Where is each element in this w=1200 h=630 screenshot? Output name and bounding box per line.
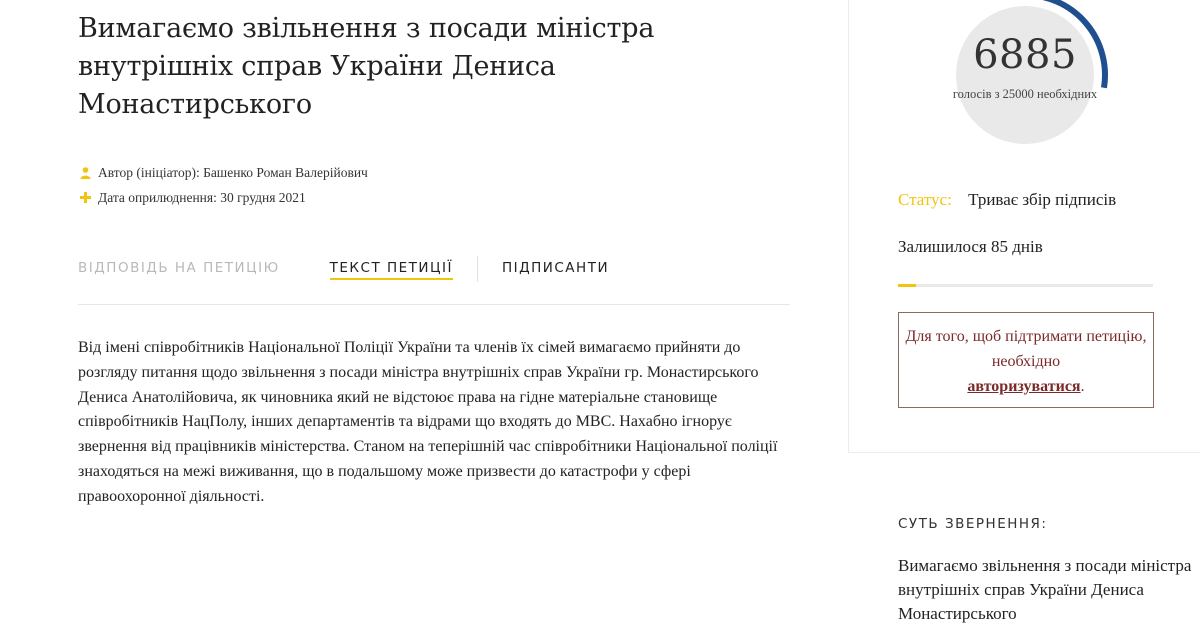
sidebar-divider-horizontal [848, 452, 1200, 453]
tab-divider [477, 256, 478, 282]
time-progress-fill [898, 284, 916, 287]
login-link[interactable]: авторизуватися [967, 378, 1081, 395]
tab-answer[interactable]: ВІДПОВІДЬ НА ПЕТИЦІЮ [78, 260, 280, 276]
auth-notice [898, 312, 1154, 408]
auth-text: Для того, щоб підтримати петицію, необхідно [905, 328, 1147, 370]
petition-meta [78, 160, 790, 210]
days-left: Залишилося 85 днів [898, 237, 1043, 256]
petition-title: Вимагаємо звільнення з посади міністра внутрішніх справ України Дениса Монастирського [78, 13, 655, 120]
vote-count: 6885 [973, 32, 1077, 78]
author-text: Автор (ініціатор): Башенко Роман Валерійович [98, 164, 368, 180]
date-text: Дата оприлюднення: 30 грудня 2021 [98, 189, 306, 205]
votes-needed: голосів з 25000 необхідних [952, 87, 1098, 101]
petition-body: Від імені співробітників Національної Поліції України та членів їх сімей вимагаємо прийняти до розгляду питання щодо звільнення з посади міністра внутрішніх справ України гр. Монастирського Дениса Анатолійовича, як чиновника який не відстоює права на гідне матеріальне становище співробітників НацПолу, інших департаментів та відрами що входять до МВС. Нахабно ігнорує звернення від працівників міністерства. Станом на теперішній час співробітники Національної поліції знаходяться на межі виживання, що в подальшому може призвести до катастрофи у сфері правоохоронної діяльності. [78, 339, 778, 505]
date-row [78, 185, 790, 210]
sidebar-divider [848, 0, 849, 452]
tab-signers[interactable]: ПІДПИСАНТИ [501, 260, 610, 276]
essence-heading: СУТЬ ЗВЕРНЕННЯ: [898, 516, 1048, 532]
author-row [78, 160, 790, 185]
essence-text: Вимагаємо звільнення з посади міністра внутрішніх справ України Дениса Монастирського [898, 556, 1192, 623]
auth-end: . [1080, 378, 1085, 395]
status-line [898, 190, 1116, 210]
vote-counter [940, 0, 1110, 160]
user-icon [78, 167, 92, 179]
tab-petition-text[interactable]: ТЕКСТ ПЕТИЦІЇ [330, 248, 453, 280]
status-value: Триває збір підписів [968, 190, 1117, 209]
time-progress-bar [898, 284, 1153, 287]
vote-progress-ring [940, 0, 1110, 160]
plus-icon [78, 192, 92, 203]
status-label: Статус: [898, 190, 952, 209]
petition-tabs [78, 248, 790, 305]
petition-main [78, 10, 790, 505]
